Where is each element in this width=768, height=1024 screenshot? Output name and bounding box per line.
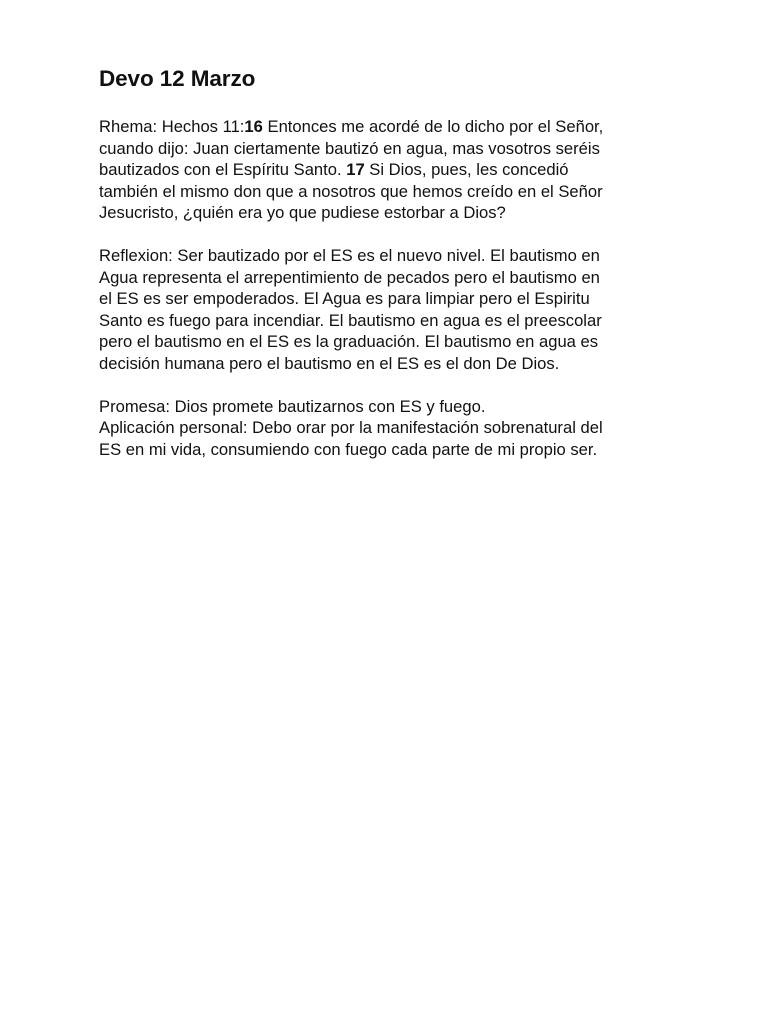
reflexion-line: el ES es ser empoderados. El Agua es para limpiar pero el Espiritu bbox=[99, 289, 590, 308]
rhema-line-1-text: Entonces me acordé de lo dicho por el Señor, bbox=[262, 117, 604, 136]
rhema-line-3 bbox=[99, 159, 669, 181]
rhema-line-3-text-a: bautizados con el Espíritu Santo. bbox=[99, 160, 347, 179]
reflexion-line: pero el bautismo en el ES es la graduación. El bautismo en agua es bbox=[99, 332, 599, 351]
rhema-line-2: cuando dijo: Juan ciertamente bautizó en agua, mas vosotros seréis bbox=[99, 138, 600, 158]
document-title: Devo 12 Marzo bbox=[99, 66, 256, 91]
reflexion-line: Santo es fuego para incendiar. El bautismo en agua es el preescolar bbox=[99, 310, 602, 330]
verse-number-17: 17 bbox=[346, 160, 365, 179]
rhema-line-3-text-b: Si Dios, pues, les concedió bbox=[364, 160, 569, 179]
aplicacion-line: ES en mi vida, consumiendo con fuego cada parte de mi propio ser. bbox=[99, 439, 598, 459]
reflexion-line: decisión humana pero el bautismo en el ES es el don De Dios. bbox=[99, 353, 560, 373]
rhema-line-1 bbox=[99, 116, 669, 138]
reflexion-paragraph bbox=[99, 245, 669, 374]
rhema-paragraph bbox=[99, 116, 669, 224]
paragraph-spacer bbox=[99, 224, 669, 246]
rhema-ref-text: Rhema: Hechos 11: bbox=[99, 117, 245, 136]
promesa-line: Promesa: Dios promete bautizarnos con ES y fuego. bbox=[99, 396, 486, 416]
reflexion-line: Agua representa el arrepentimiento de pecados pero el bautismo en bbox=[99, 267, 600, 287]
aplicacion-line: Aplicación personal: Debo orar por la manifestación sobrenatural del bbox=[99, 418, 603, 437]
reflexion-line: Reflexion: Ser bautizado por el ES es el nuevo nivel. El bautismo en bbox=[99, 246, 600, 265]
rhema-line-5: Jesucristo, ¿quién era yo que pudiese estorbar a Dios? bbox=[99, 203, 506, 222]
paragraph-spacer bbox=[99, 374, 669, 396]
verse-number-16: 16 bbox=[244, 117, 263, 136]
promesa-aplicacion-paragraph bbox=[99, 396, 669, 461]
rhema-line-4: también el mismo don que a nosotros que hemos creído en el Señor bbox=[99, 181, 603, 201]
